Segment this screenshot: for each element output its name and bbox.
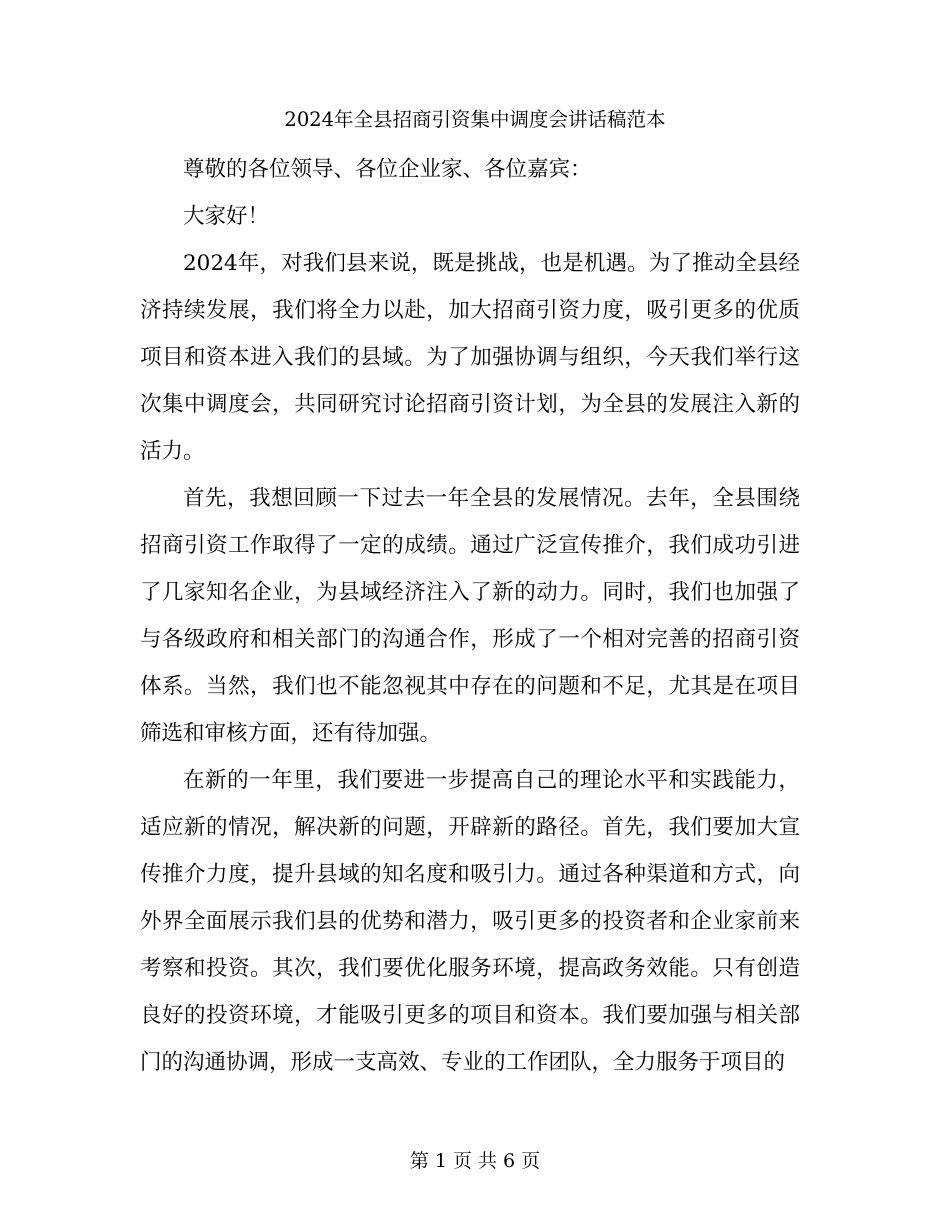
paragraph-greeting: 大家好！ bbox=[183, 204, 270, 229]
paragraph-intro: 2024年，对我们县来说，既是挑战，也是机遇。为了推动全县经济持续发展，我们将全力以赴，加大招商引资力度，吸引更多的优质项目和资本进入我们的县域。为了加强协调与组织，今天我们举行这次集中调度会，共同研究讨论招商引资计划，为全县的发展注入新的活力。 bbox=[140, 251, 800, 464]
paragraph-salutation: 尊敬的各位领导、各位企业家、各位嘉宾： bbox=[183, 157, 592, 182]
paragraph-review: 首先，我想回顾一下过去一年全县的发展情况。去年，全县围绕招商引资工作取得了一定的成绩。通过广泛宣传推介，我们成功引进了几家知名企业，为县域经济注入了新的动力。同时，我们也加强了与各级政府和相关部门的沟通合作，形成了一个相对完善的招商引资体系。当然，我们也不能忽视其中存在的问题和不足，尤其是在项目筛选和审核方面，还有待加强。 bbox=[140, 486, 800, 746]
document-body bbox=[140, 146, 800, 1086]
document-title: 2024年全县招商引资集中调度会讲话稿范本 bbox=[284, 108, 666, 131]
paragraph-plan: 在新的一年里，我们要进一步提高自己的理论水平和实践能力，适应新的情况，解决新的问题，开辟新的路径。首先，我们要加大宣传推介力度，提升县域的知名度和吸引力。通过各种渠道和方式，向外界全面展示我们县的优势和潜力，吸引更多的投资者和企业家前来考察和投资。其次，我们要优化服务环境，提高政务效能。只有创造良好的投资环境，才能吸引更多的项目和资本。我们要加强与相关部门的沟通协调，形成一支高效、专业的工作团队，全力服务于项目的 bbox=[140, 768, 800, 1075]
page-number-footer: 第 1 页 共 6 页 bbox=[409, 1150, 541, 1172]
